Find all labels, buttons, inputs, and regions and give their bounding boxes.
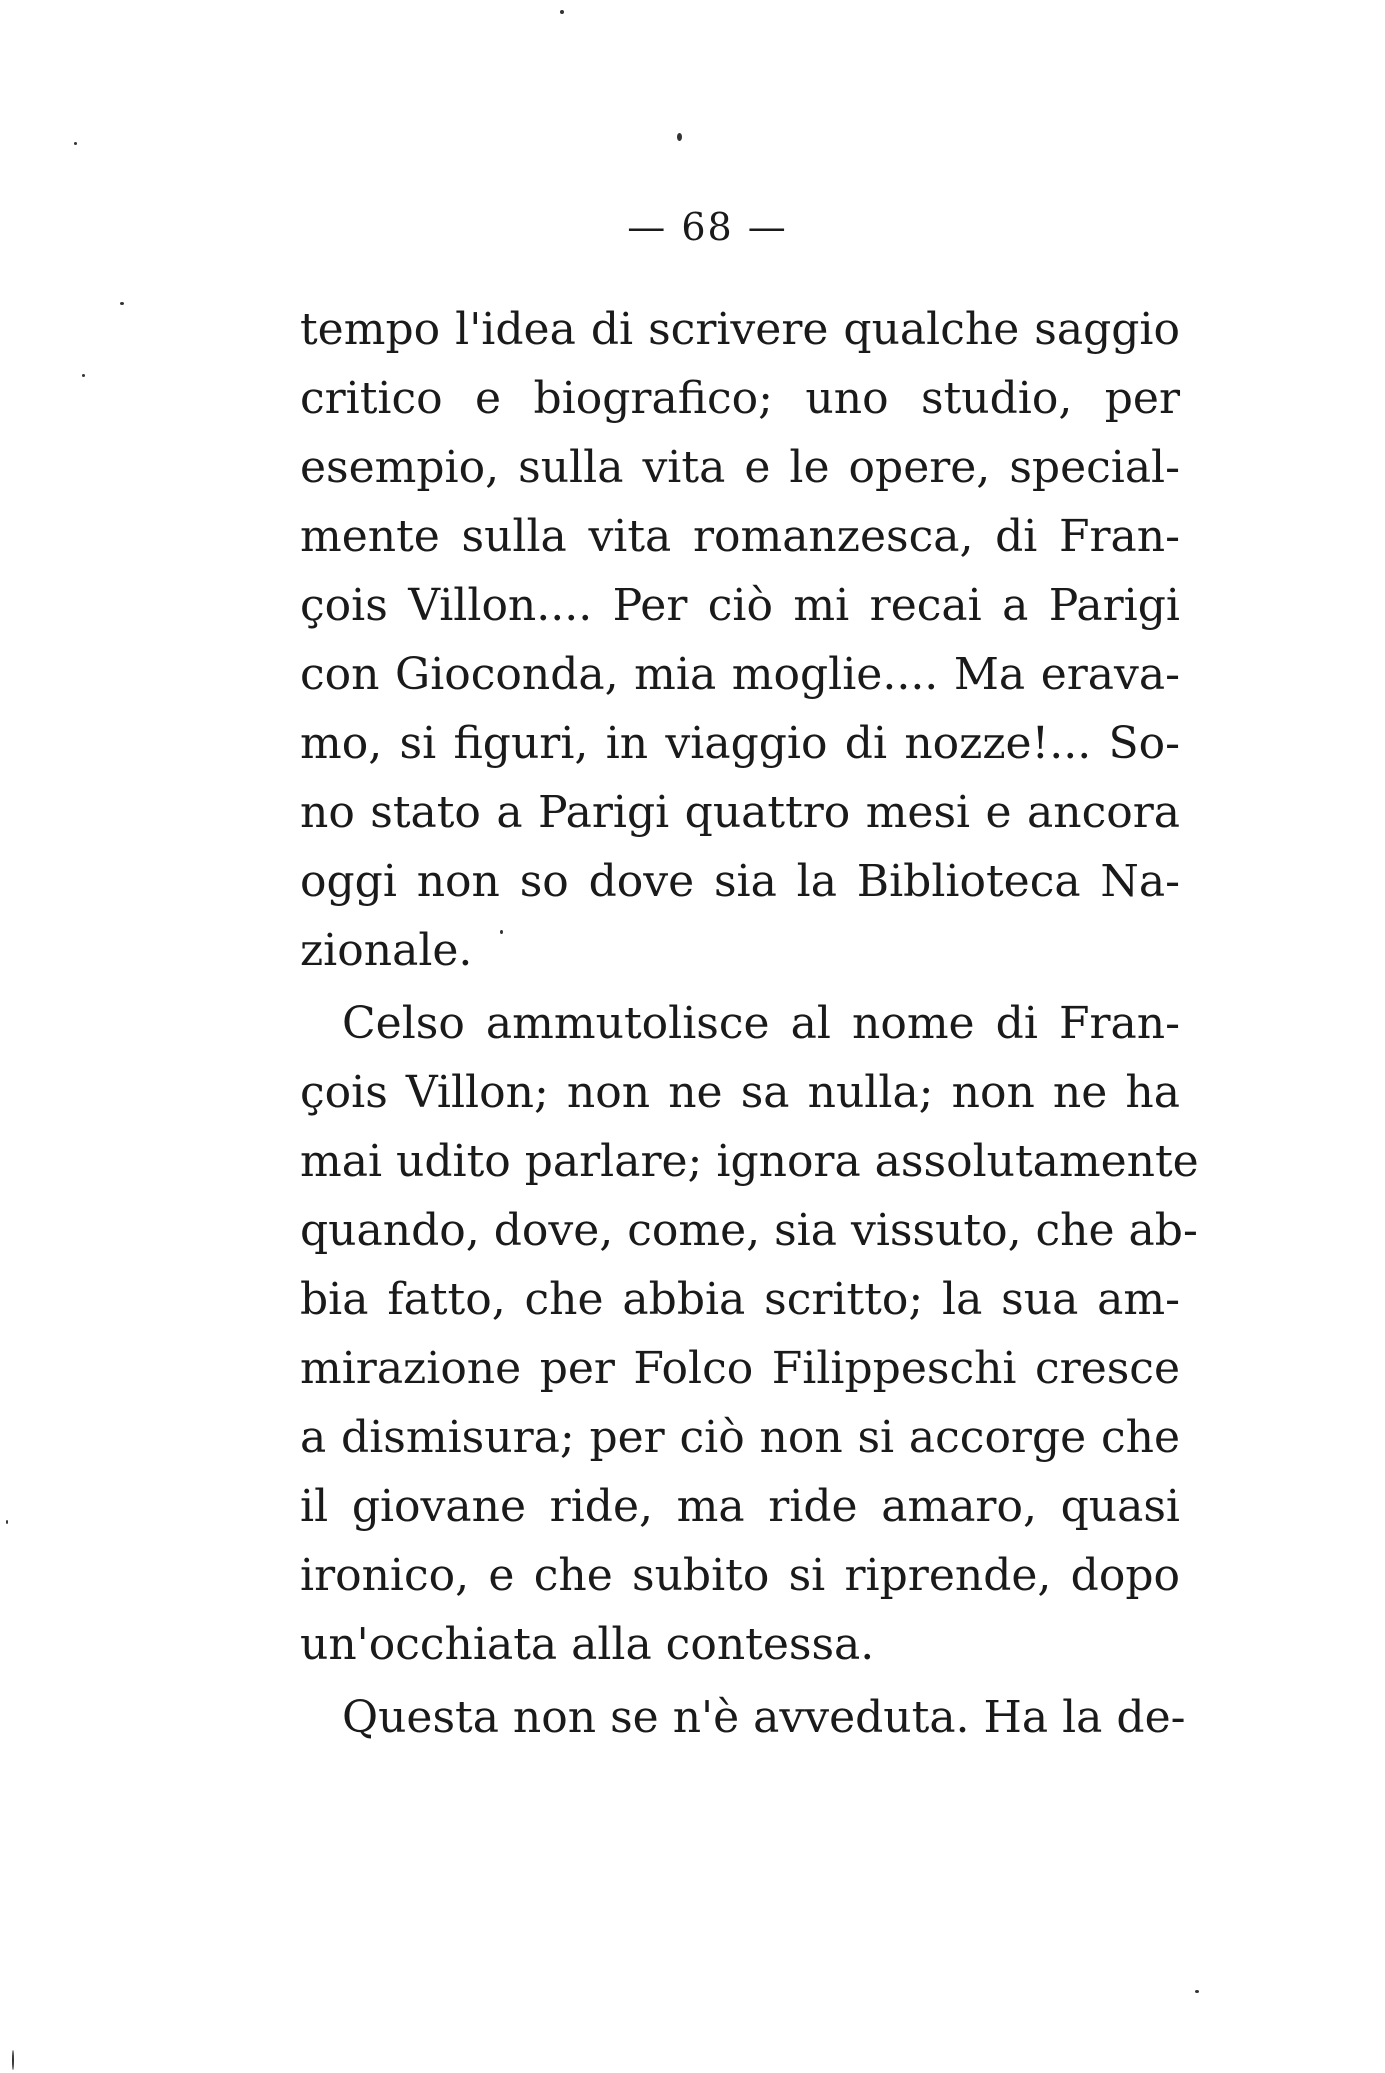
text-line: zionale. [300,925,473,976]
text-line: esempio, sulla vita e le opere, special- [300,442,1180,493]
text-line: Questa non se n'è avveduta. Ha la de- [342,1692,1186,1743]
text-line: bia fatto, che abbia scritto; la sua am- [300,1274,1180,1325]
text-line: mirazione per Folco Filippeschi cresce [300,1343,1180,1394]
text-line: quando, dove, come, sia vissuto, che ab- [300,1205,1198,1256]
scan-speck [6,1520,8,1524]
scan-speck [82,374,85,377]
scan-speck [120,302,124,305]
text-line: critico e biografico; uno studio, per [300,373,1180,424]
text-line: çois Villon; non ne sa nulla; non ne ha [300,1067,1180,1118]
text-line: Celso ammutolisce al nome di Fran- [342,998,1180,1049]
text-line: a dismisura; per ciò non si accorge che [300,1412,1180,1463]
page-number: — 68 — [627,205,788,249]
text-line: mente sulla vita romanzesca, di Fran- [300,511,1180,562]
scan-speck [677,133,682,141]
text-line: un'occhiata alla contessa. [300,1619,875,1670]
scan-speck [1195,1990,1199,1993]
text-line: tempo l'idea di scrivere qualche saggio [300,304,1180,355]
scan-speck [560,10,564,14]
text-line: mo, si figuri, in viaggio di nozze!... So- [300,718,1180,769]
text-line: mai udito parlare; ignora assolutamente [300,1136,1199,1187]
text-line: oggi non so dove sia la Biblioteca Na- [300,856,1180,907]
text-line: no stato a Parigi quattro mesi e ancora [300,787,1180,838]
scan-speck [12,2050,14,2070]
text-line: con Gioconda, mia moglie.... Ma erava- [300,649,1180,700]
scan-speck [74,142,77,145]
text-line: çois Villon.... Per ciò mi recai a Parigi [300,580,1180,631]
text-line: il giovane ride, ma ride amaro, quasi [300,1481,1180,1532]
text-line: ironico, e che subito si riprende, dopo [300,1550,1180,1601]
